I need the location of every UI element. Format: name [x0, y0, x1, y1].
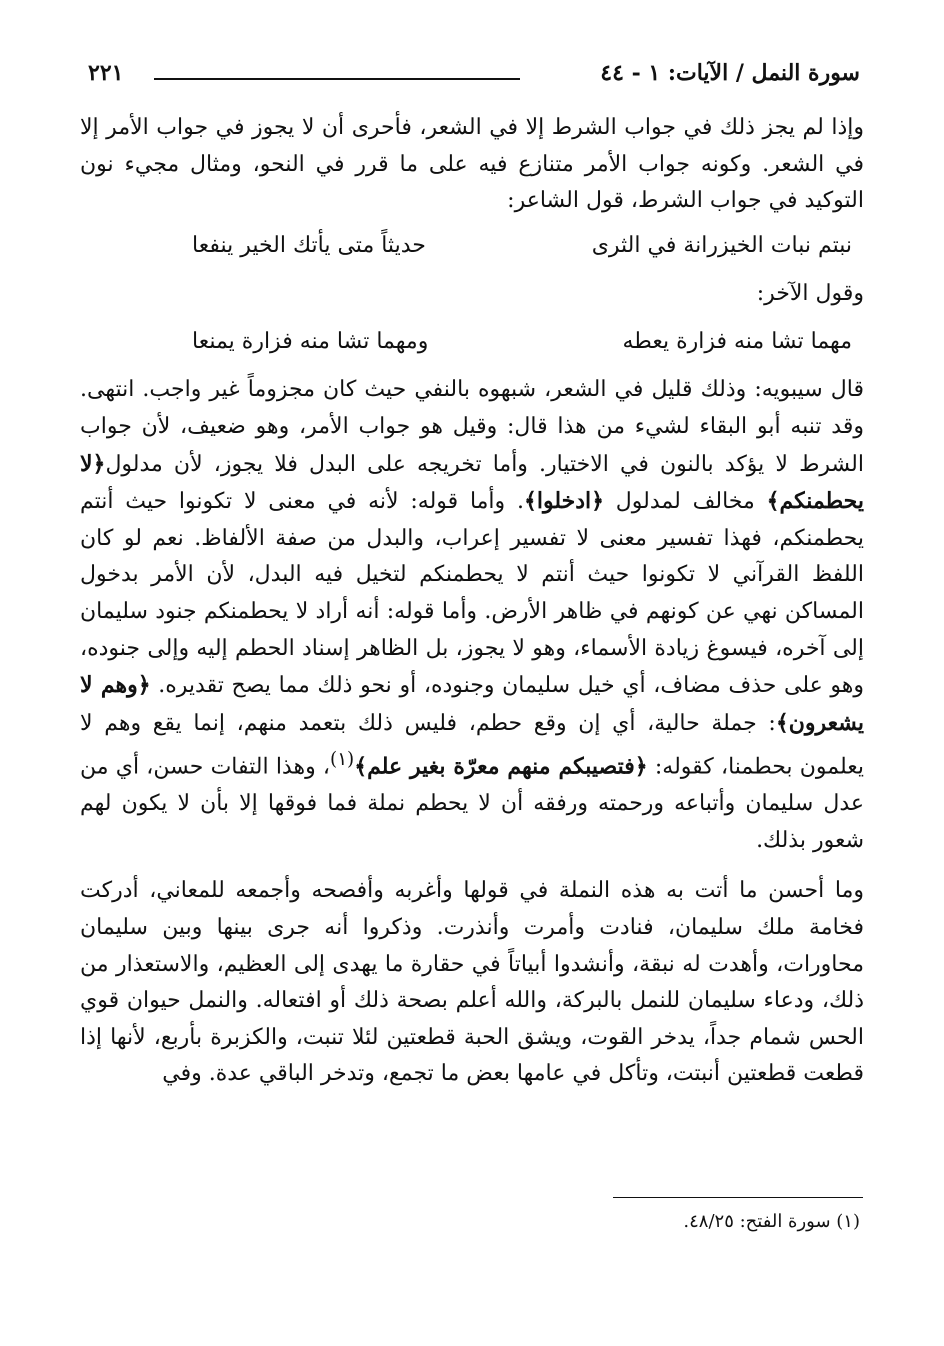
paragraph-1-line-3: في جواب الشرط، قول الشاعر: — [507, 188, 798, 214]
paragraph-1-line-2: في الشعر. وكونه جواب الأمر متنازع فيه على ما قرر في النحو، ومثال مجيء نون التوكيد — [80, 151, 864, 214]
header-title: سورة النمل / الآيات: ١ - ٤٤ — [600, 60, 860, 86]
verse-2-intro: وقول الآخر: — [756, 280, 864, 306]
paragraph-3-text-3: . وأما قوله: لأنه في معنى لا تكونوا حيث أنتم يحطمنكم، فهذا تفسير معنى لا تفسير إعراب، والبدل من صفة الألفاظ. نعم لو كان اللفظ القرآني لا تكونوا حيث أنتم لا يحطمنكم لتخيل فيه البدل، لأن الأمر بدخول المساكن نهي عن كونهم في ظاهر الأرض. وأما قوله: أنه أراد لا يحطمنكم جنود سليمان إلى آخره، فيسوغ زيادة الأسماء، وهو لا يجوز، بل الظاهر إسناد الحطم إليه وإلى جنوده، وهو على حذف مضاف، أي خيل سليمان وجنوده، أو نحو ذلك مما يصح تقديره. — [80, 489, 864, 699]
page-number: ٢٢١ — [88, 60, 124, 86]
paragraph-1-line-1: وإذا لم يجز ذلك في جواب الشرط إلا في الشعر، فأحرى أن لا يجوز في جواب الأمر إلا — [80, 115, 864, 140]
verse-2-first-hemistich: مهما تشا منه فزارة يعطه — [622, 329, 852, 355]
paragraph-3-text-4: : جملة حالية، أي إن وقع حطم، فليس ذلك بتعمد منهم، إنما يقع وهم لا يعلمون بحطمنا، كقوله: — [80, 710, 865, 780]
verse-1-first-hemistich: نبتم نبات الخيزرانة في الثرى — [591, 232, 852, 258]
main-text — [80, 110, 864, 1093]
paragraph-1 — [80, 110, 864, 220]
footnote-rule — [613, 1197, 863, 1198]
verse-2-second-hemistich: ومهما تشا منه فزارة يمنعا — [192, 329, 429, 355]
paragraph-4: وما أحسن ما أتت به هذه النملة في قولها وأغربه وأفصحه وأجمعه للمعاني، أدركت فخامة ملك سليمان، فنادت وأمرت وأنذرت. وذكروا أنه جرى بينها وبين سليمان محاورات، وأهدت له نبقة، وأنشدوا أبياتاً في حقارة ما يهدى إلى العظيم، والاستعذار من ذلك، ودعاء سليمان للنمل بالبركة، والله أعلم بصحة ذلك أو افتعاله. والنمل حيوان قوي الحس شمام جداً، يدخر القوت، ويشق الحبة قطعتين لئلا تنبت، والكزبرة بأربع، لأنها إذا قطعت قطعتين أنبتت، وتأكل في عامها بعض ما تجمع، وتدخر الباقي عدة. وفي — [80, 878, 864, 1087]
quran-quote-2: ﴿ادخلوا﴾ — [523, 488, 605, 515]
header-rule — [154, 78, 520, 80]
footnote: (١) سورة الفتح: ٤٨/٢٥. — [683, 1211, 860, 1232]
verse-1 — [80, 228, 864, 264]
quran-quote-1: ﴿لا يحطمنكم﴾ — [80, 450, 864, 515]
paragraph-3 — [80, 372, 864, 859]
footnote-reference: (١) — [330, 749, 355, 771]
quran-quote-4: ﴿فتصيبكم منهم معرّة بغير علم﴾ — [354, 753, 648, 780]
paragraph-3-text-2: مخالف لمدلول — [604, 489, 767, 515]
quran-quote-3: ﴿وهم لا يشعرون﴾ — [80, 672, 864, 736]
running-header — [88, 58, 860, 98]
paragraph-3-text-1: قال سيبويه: وذلك قليل في الشعر، شبهوه بالنفي حيث كان مجزوماً غير واجب. انتهى. وقد تنبه أبو البقاء لشيء من هذا قال: وقيل هو جواب الأمر، وهو ضعيف، لأن جواب الشرط لا يؤكد بالنون في الاختيار. وأما تخريجه على البدل فلا يجوز، لأن مدلول — [80, 377, 864, 477]
verse-1-second-hemistich: حديثاً متى يأتك الخير ينفعا — [192, 232, 426, 258]
paragraph-3-text-5: ، وهذا التفات حسن، أي من عدل سليمان وأتباعه ورحمته ورفقه أن لا يحطم نملة فما فوقها إلا بأن لا يكون لهم شعور بذلك. — [80, 754, 864, 853]
verse-2 — [80, 324, 864, 360]
